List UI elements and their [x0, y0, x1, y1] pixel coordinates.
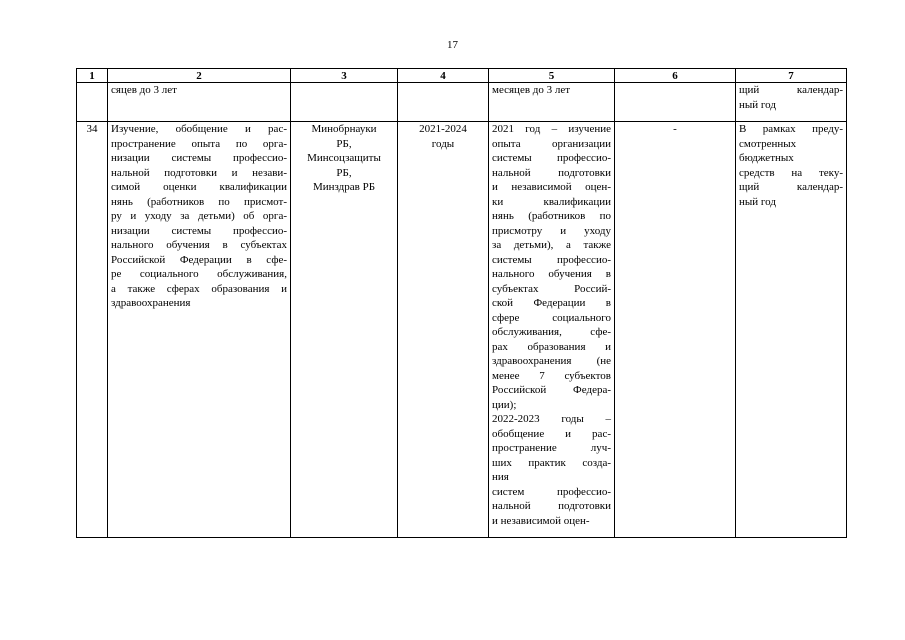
cont-financing-cell — [736, 83, 847, 122]
continuation-row — [77, 83, 847, 122]
cell-line: субъектах Россий- — [492, 282, 611, 295]
cell-line: опыта организации — [492, 137, 611, 150]
cell-line: низации системы профессио- — [111, 152, 287, 164]
cell-line: Российской Федерации в сфе- — [111, 253, 287, 266]
cell-line: годы — [431, 137, 455, 150]
cell-line: ших практик созда- — [492, 456, 611, 469]
cell-line: бюджетных — [739, 152, 794, 164]
cell-line: ный год — [739, 195, 776, 208]
measures-table — [76, 68, 847, 538]
header-col-6: 6 — [615, 69, 736, 83]
cell-line: 2022-2023 годы – — [492, 413, 611, 425]
cont-col6-cell — [615, 83, 736, 122]
cell-line: рах образования и — [492, 340, 611, 353]
cell-line: В рамках преду- — [739, 123, 843, 135]
cell-line: ской Федерации в — [492, 297, 611, 309]
cell-line: присмотру и уходу — [492, 224, 611, 237]
cell-line: 2021 год – изучение — [492, 123, 611, 135]
cell-line: Минздрав РБ — [312, 181, 376, 193]
description-cell — [108, 122, 291, 538]
header-col-4: 4 — [398, 69, 489, 83]
cell-line: нального обучения в — [492, 268, 611, 280]
cell-line: и независимой оцен- — [492, 514, 590, 527]
header-col-2: 2 — [108, 69, 291, 83]
cell-line: щий календар- — [739, 84, 843, 96]
cell-line: ре социального обслуживания, — [111, 268, 287, 280]
cell-line: обслуживания, сфе- — [492, 326, 611, 338]
cell-line: низации системы профессио- — [111, 224, 287, 237]
header-row — [77, 69, 847, 83]
cell-line: за детьми), а также — [492, 239, 611, 251]
cell-line: ки квалификации — [492, 195, 611, 208]
cell-line: 2021-2024 — [419, 123, 467, 135]
cell-line: нянь (работников по присмот- — [111, 195, 287, 208]
cell-line: РБ, — [336, 166, 352, 179]
cell-line: симой оценки квалификации — [111, 181, 287, 193]
page-number: 17 — [447, 39, 458, 51]
header-col-5: 5 — [489, 69, 615, 83]
cell-line: средств на теку- — [739, 166, 843, 179]
result-text — [492, 122, 611, 528]
cont-financing-text — [739, 83, 843, 112]
cell-line: Минобрнауки — [311, 123, 377, 135]
cell-line: смотренных — [739, 137, 797, 150]
cell-line: ния — [492, 471, 509, 483]
table-row-34 — [77, 122, 847, 538]
cell-line: и независимой оцен- — [492, 181, 611, 193]
financing-cell — [736, 122, 847, 538]
description-text — [111, 122, 287, 311]
cell-line: системы профессио- — [492, 253, 611, 266]
cell-line: Российской Федера- — [492, 384, 611, 396]
cell-line: Минсоцзащиты — [307, 152, 381, 164]
cont-result-cell: месяцев до 3 лет — [489, 83, 615, 122]
cell-line: системы профессио- — [492, 152, 611, 164]
cell-line: ный год — [739, 98, 776, 111]
cell-line: пространение луч- — [492, 442, 611, 454]
col6-cell: - — [615, 122, 736, 538]
executors-cell — [291, 122, 398, 538]
cell-line: а также сферах образования и — [111, 282, 287, 295]
header-col-1: 1 — [77, 69, 108, 83]
result-cell — [489, 122, 615, 538]
cont-number-cell — [77, 83, 108, 122]
cell-line: нальной подготовки — [492, 500, 611, 512]
cell-line: менее 7 субъектов — [492, 369, 611, 382]
cell-line: сфере социального — [492, 311, 611, 324]
cell-line: нальной подготовки и незави- — [111, 166, 287, 179]
cell-line: нального обучения в субъектах — [111, 239, 287, 251]
cell-line: ции); — [492, 398, 517, 411]
header-col-3: 3 — [291, 69, 398, 83]
cell-line: щий календар- — [739, 181, 843, 193]
cell-line: здравоохранения (не — [492, 355, 611, 367]
period-cell — [398, 122, 489, 538]
cell-line: РБ, — [336, 137, 352, 150]
financing-text — [739, 122, 843, 209]
cont-description-cell: сяцев до 3 лет — [108, 83, 291, 122]
cell-line: систем профессио- — [492, 485, 611, 498]
header-col-7: 7 — [736, 69, 847, 83]
executors-text — [294, 122, 394, 195]
row-number-cell: 34 — [77, 122, 108, 538]
cont-executors-cell — [291, 83, 398, 122]
cell-line: ру и уходу за детьми) об орга- — [111, 210, 287, 222]
cell-line: пространение опыта по орга- — [111, 137, 287, 150]
cell-line: здравоохранения — [111, 297, 191, 309]
cell-line: Изучение, обобщение и рас- — [111, 123, 287, 135]
cont-period-cell — [398, 83, 489, 122]
cell-line: обобщение и рас- — [492, 427, 611, 440]
cell-line: нянь (работников по — [492, 210, 611, 222]
cell-line: нальной подготовки — [492, 166, 611, 179]
period-text — [401, 122, 485, 151]
